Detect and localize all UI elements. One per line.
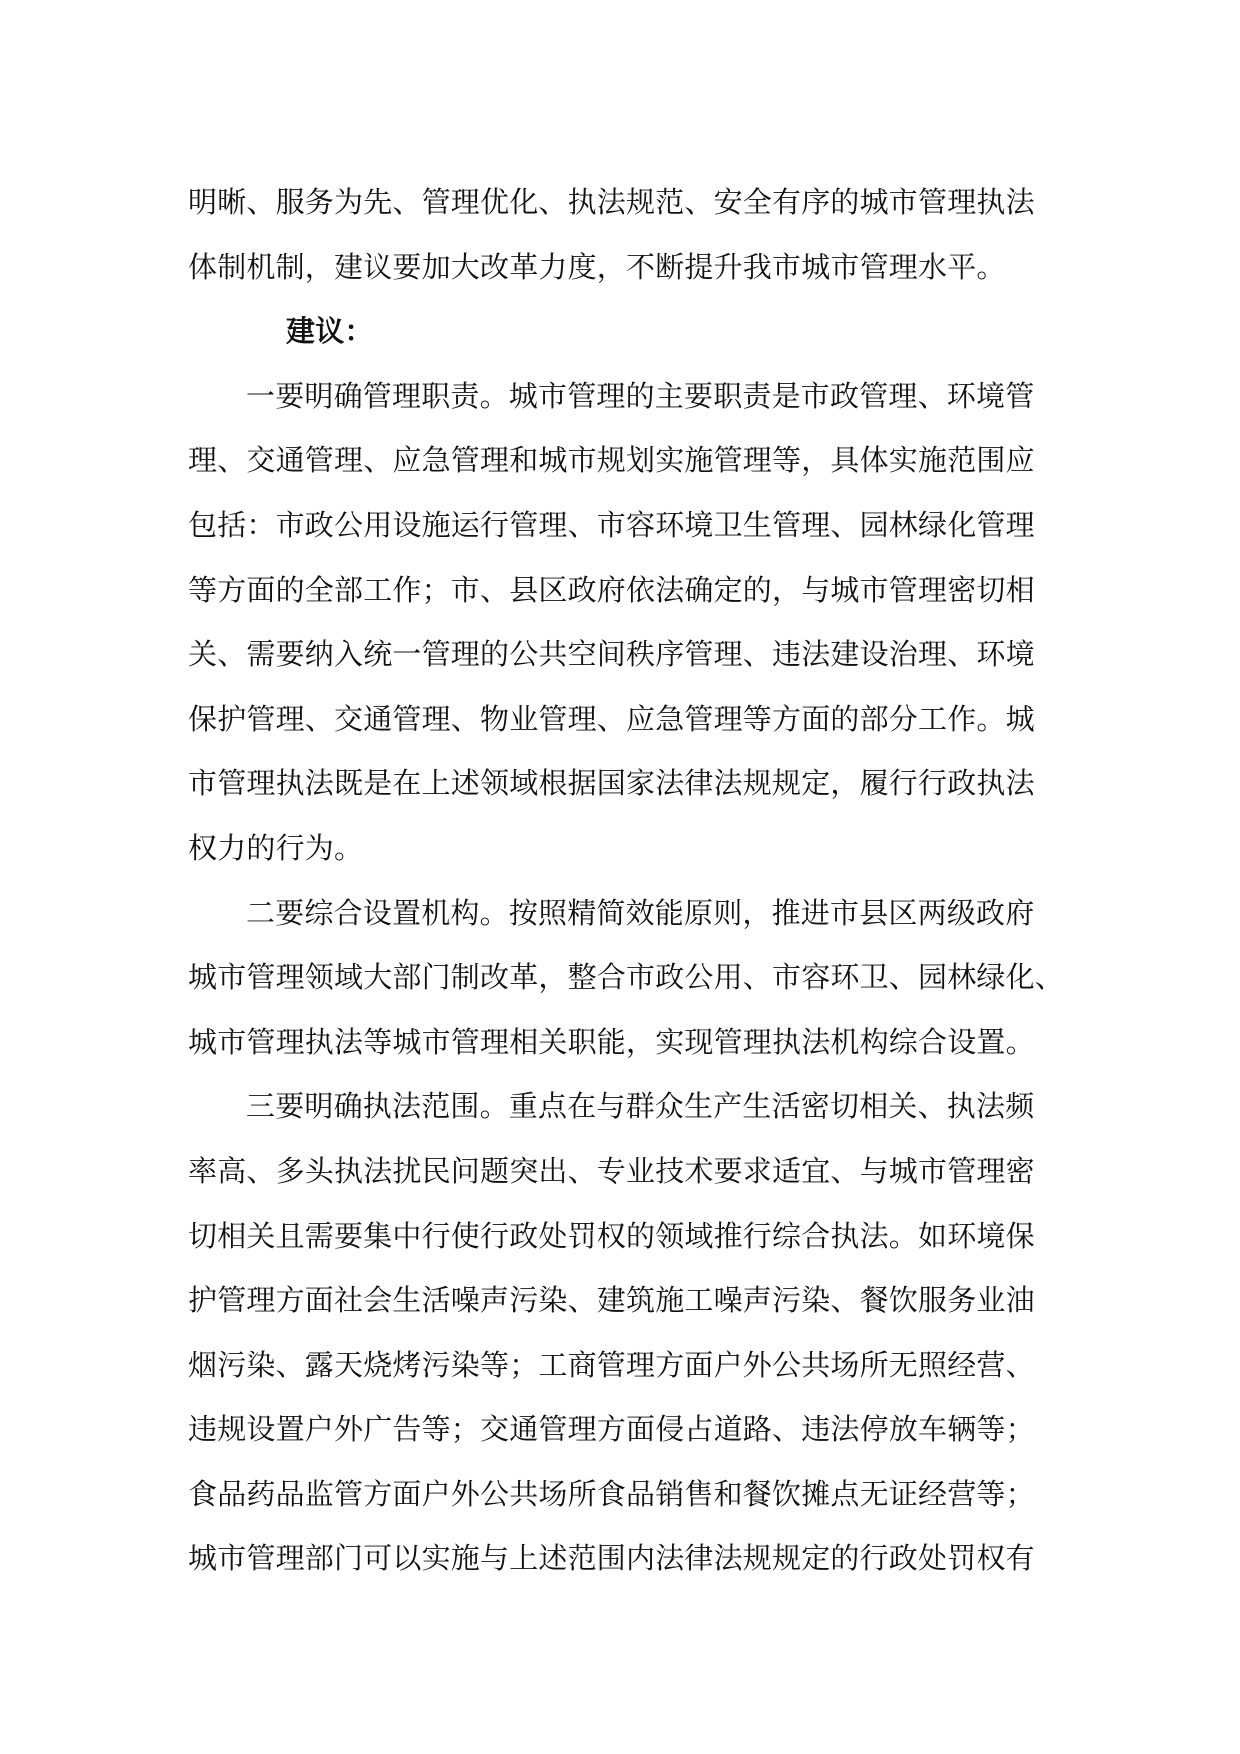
text-line: 包括：市政公用设施运行管理、市容环境卫生管理、园林绿化管理 [188, 507, 1035, 542]
text-line: 理、交通管理、应急管理和城市规划实施管理等，具体实施范围应 [188, 443, 1035, 478]
text-line: 切相关且需要集中行使行政处罚权的领域推行综合执法。如环境保 [188, 1218, 1035, 1253]
paragraph-start-line: 一要明确管理职责。城市管理的主要职责是市政管理、环境管 [246, 378, 1035, 413]
text-line: 护管理方面社会生活噪声污染、建筑施工噪声污染、餐饮服务业油 [188, 1283, 1035, 1318]
document-body [188, 170, 1068, 1591]
text-line: 保护管理、交通管理、物业管理、应急管理等方面的部分工作。城 [188, 701, 1035, 736]
text-line: 违规设置户外广告等；交通管理方面侵占道路、违法停放车辆等； [188, 1412, 1035, 1447]
text-line: 食品药品监管方面户外公共场所食品销售和餐饮摊点无证经营等； [188, 1476, 1035, 1511]
text-line: 关、需要纳入统一管理的公共空间秩序管理、违法建设治理、环境 [188, 637, 1035, 672]
text-line: 城市管理执法等城市管理相关职能，实现管理执法机构综合设置。 [188, 1024, 1035, 1059]
text-line: 权力的行为。 [188, 830, 364, 865]
text-line: 城市管理领域大部门制改革，整合市政公用、市容环卫、园林绿化、 [188, 960, 1065, 995]
text-line: 等方面的全部工作；市、县区政府依法确定的，与城市管理密切相 [188, 572, 1035, 607]
text-line: 体制机制，建议要加大改革力度，不断提升我市城市管理水平。 [188, 249, 1006, 284]
text-line: 市管理执法既是在上述领域根据国家法律法规规定，履行行政执法 [188, 766, 1035, 801]
text-line: 率高、多头执法扰民问题突出、专业技术要求适宜、与城市管理密 [188, 1153, 1035, 1188]
text-line: 明晰、服务为先、管理优化、执法规范、安全有序的城市管理执法 [188, 185, 1035, 219]
paragraph-start-line: 三要明确执法范围。重点在与群众生产生活密切相关、执法频 [246, 1089, 1035, 1124]
paragraph-start-line: 二要综合设置机构。按照精简效能原则，推进市县区两级政府 [246, 895, 1035, 930]
text-line: 烟污染、露天烧烤污染等；工商管理方面户外公共场所无照经营、 [188, 1347, 1035, 1382]
text-line: 城市管理部门可以实施与上述范围内法律法规规定的行政处罚权有 [188, 1541, 1035, 1576]
section-heading: 建议： [286, 314, 374, 349]
